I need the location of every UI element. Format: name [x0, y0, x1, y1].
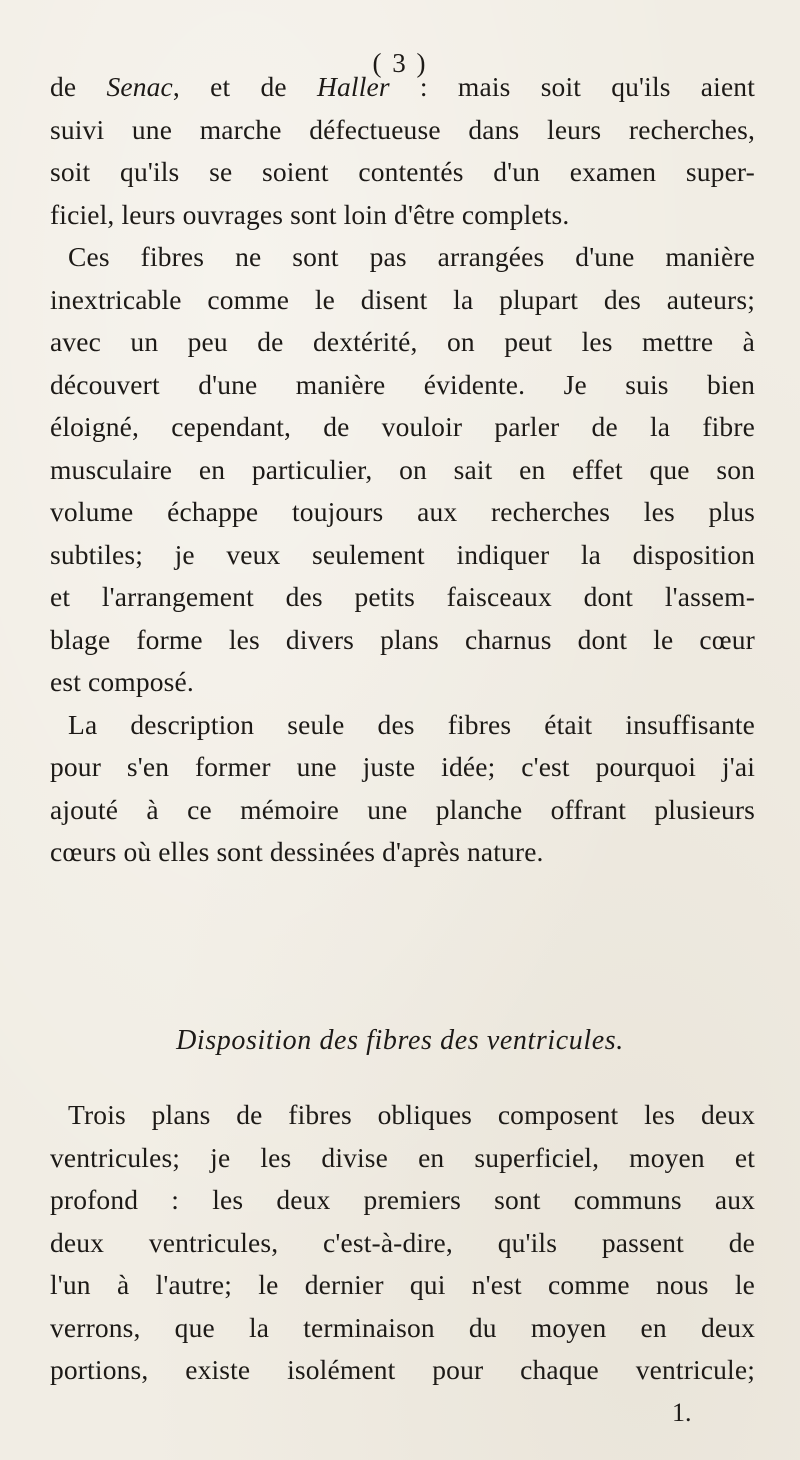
paragraph-4-line-7: portions, existe isolément pour chaque ventricule; [50, 1354, 755, 1385]
paragraph-1-line-1: de Senac, et de Haller : mais soit qu'ils aient [50, 71, 755, 102]
paragraph-4-line-1: Trois plans de fibres obliques composent les deux [68, 1099, 755, 1130]
paragraph-1-line-4: ficiel, leurs ouvrages sont loin d'être complets. [50, 198, 570, 230]
page-number: ( 3 ) [372, 48, 428, 78]
paragraph-4-line-2: ventricules; je les divise en superficiel, moyen et [50, 1141, 755, 1173]
paragraph-4-line-6: verrons, que la terminaison du moyen en deux [50, 1311, 755, 1343]
author-name-senac: Senac [106, 71, 173, 102]
paragraph-3-line-4: cœurs où elles sont dessinées d'après nature. [50, 836, 544, 867]
text-block-bottom [50, 1094, 755, 1392]
paragraph-4-line-4: deux ventricules, c'est-à-dire, qu'ils passent de [50, 1226, 755, 1258]
signature-mark: 1. [672, 1398, 692, 1427]
paragraph-2-line-6: musculaire en particulier, on sait en effet que son [50, 453, 755, 485]
paragraph-1-line-3: soit qu'ils se soient contentés d'un examen super- [50, 156, 755, 187]
paragraph-2-line-1: Ces fibres ne sont pas arrangées d'une manière [68, 241, 755, 272]
paragraph-2-line-4: découvert d'une manière évidente. Je suis bien [50, 368, 755, 400]
paragraph-2-line-10: blage forme les divers plans charnus dont le cœur [50, 623, 755, 655]
paragraph-2-line-11: est composé. [50, 666, 194, 697]
paragraph-2-line-3: avec un peu de dextérité, on peut les mettre à [50, 326, 755, 357]
paragraph-3-line-1: La description seule des fibres était insuffisante [68, 708, 755, 740]
paragraph-4-line-5: l'un à l'autre; le dernier qui n'est comme nous le [50, 1269, 755, 1300]
paragraph-2-line-7: volume échappe toujours aux recherches les plus [50, 496, 755, 527]
text-block-top [50, 66, 755, 874]
paragraph-1-line-2: suivi une marche défectueuse dans leurs recherches, [50, 113, 755, 145]
paragraph-3-line-3: ajouté à ce mémoire une planche offrant plusieurs [50, 793, 755, 825]
paragraph-2-line-9: et l'arrangement des petits faisceaux dont l'assem- [50, 581, 755, 612]
paragraph-2-line-2: inextricable comme le disent la plupart des auteurs; [50, 283, 755, 315]
paragraph-3-line-2: pour s'en former une juste idée; c'est pourquoi j'ai [50, 751, 755, 782]
section-heading: Disposition des fibres des ventricules. [176, 1025, 624, 1056]
author-name-haller: Haller [317, 71, 390, 102]
paragraph-4-line-3: profond : les deux premiers sont communs aux [50, 1184, 755, 1215]
paragraph-2-line-8: subtiles; je veux seulement indiquer la disposition [50, 538, 755, 570]
paragraph-2-line-5: éloigné, cependant, de vouloir parler de la fibre [50, 411, 755, 442]
